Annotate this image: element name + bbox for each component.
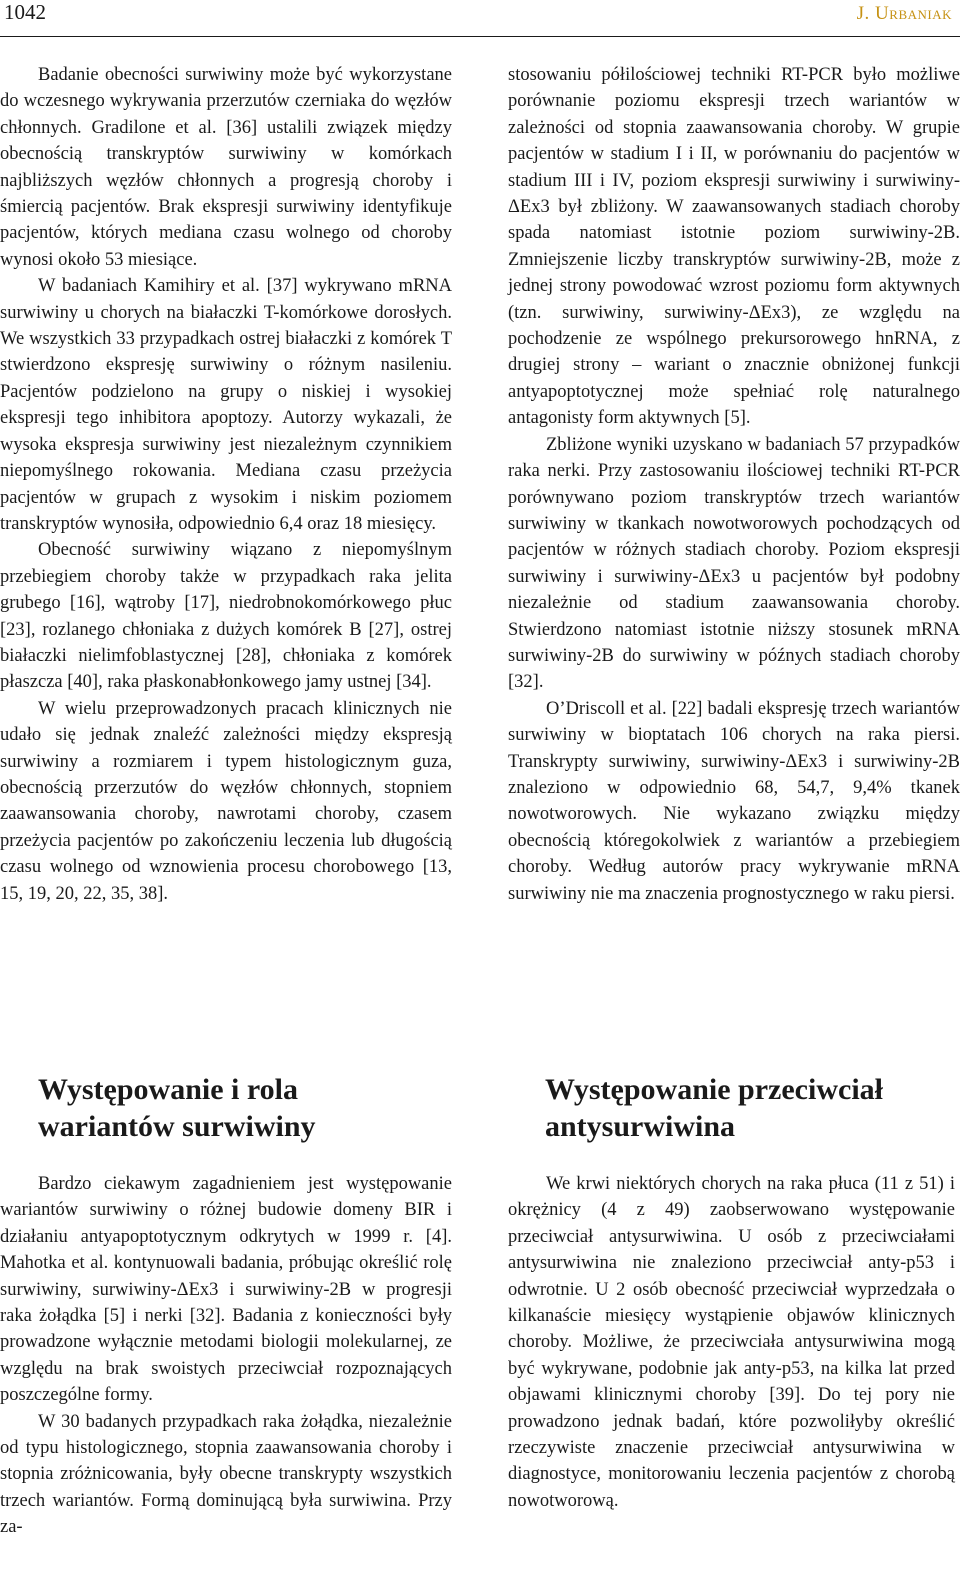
paragraph: O’Driscoll et al. [22] badali ekspresję trzech wariantów surwiwiny w bioptatach 106 chorych na raka piersi. Transkrypty surwiwiny, surwiwiny-ΔEx3 i surwiwiny-2B znaleziono w odpowiednio 68, 54,7, 9,4% tkanek nowotworowych. Nie wykazano związku między obecnością któregokolwiek z wariantów a przebiegiem choroby. Według autorów pracy wykrywanie mRNA surwiwiny nie ma znaczenia prognostycznego w raku piersi. — [508, 698, 960, 904]
paragraph: We krwi niektórych chorych na raka płuca (11 z 51) i okrężnicy (4 z 49) zaobserwowano występowanie przeciwciał antysurwiwina. U osób z przeciwciałami antysurwiwina nie znaleziono przeciwciał anty-p53 i odwrotnie. U 2 osób obecność przeciwciał wyprzedzała o kilkanaście miesięcy wystąpienie objawów klinicznych choroby. Możliwe, że przeciwciała antysurwiwina mogą być wykrywane, podobnie jak anty-p53, na kilka lat przed objawami klinicznymi choroby [39]. Do tej pory nie prowadzono jednak badań, które pozwoliłyby określić rzeczywiste znaczenie przeciwciał antysurwiwina w diagnostyce, monitorowaniu leczenia pacjentów z chorobą nowotworową. — [508, 1174, 955, 1511]
running-head — [0, 0, 960, 37]
paragraph: W badaniach Kamihiry et al. [37] wykrywano mRNA surwiwiny u chorych na białaczki T-komórkowe dorosłych. We wszystkich 33 przypadkach ostrej białaczki z komórek T stwierdzono ekspresję surwiwiny o różnym nasileniu. Pacjentów podzielono na grupy o niskiej i wysokiej ekspresji tego inhibitora apoptozy. Autorzy wykazali, że wysoka ekspresja surwiwiny jest niezależnym czynnikiem niepomyślnego rokowania. Mediana czasu przeżycia pacjentów w grupach z wysokim i niskim poziomem transkryptów wynosiła, odpowiednio 6,4 oraz 18 miesięcy. — [0, 276, 452, 534]
paragraph: Bardzo ciekawym zagadnieniem jest występowanie wariantów surwiwiny o różnej budowie domeny BIR i działaniu antyapoptotycznym odkrytych w 1999 r. [4]. Mahotka et al. kontynuowali badania, próbując określić rolę surwiwiny, surwiwiny-ΔEx3 i surwiwiny-2B w progresji raka żołądka [5] i nerki [32]. Badania z konieczności były prowadzone wyłącznie metodami biologii molekularnej, ze względu na brak swoistych przeciwciał rozpoznających poszczególne formy. — [0, 1174, 452, 1406]
section-body — [0, 1171, 452, 1541]
section-body — [508, 1171, 955, 1514]
right-column — [508, 62, 960, 907]
paragraph: W wielu przeprowadzonych pracach klinicznych nie udało się jednak znaleźć zależności między ekspresją surwiwiny a rozmiarem i typem histologicznym guza, obecnością przerzutów do węzłów chłonnych, stopniem zaawansowania choroby, nawrotami choroby, czasem przeżycia pacjentów po zakończeniu leczenia lub długością czasu wolnego od wznowienia procesu chorobowego [13, 15, 19, 20, 22, 35, 38]. — [0, 698, 452, 904]
paragraph: Badanie obecności surwiwiny może być wykorzystane do wczesnego wykrywania przerzutów czerniaka do węzłów chłonnych. Gradilone et al. [36] ustalili związek między obecnością transkryptów surwiwiny w komórkach najbliższych węzłów chłonnych a progresją choroby i śmiercią pacjentów. Brak ekspresji surwiwiny identyfikuje pacjentów, których mediana czasu wolnego od choroby wynosi około 53 miesiące. — [0, 65, 452, 270]
paragraph: Zbliżone wyniki uzyskano w badaniach 57 przypadków raka nerki. Przy zastosowaniu ilościowej techniki RT-PCR porównywano poziom transkryptów trzech wariantów surwiwiny w tkankach nowotworowych pochodzących od pacjentów w różnych stadiach choroby. Poziom ekspresji surwiwiny i surwiwiny-ΔEx3 u pacjentów był podobny niezależnie od stadium zaawansowania choroby. Stwierdzono natomiast istotnie niższy stosunek mRNA surwiwiny-2B do surwiwiny w późnych stadiach choroby [32]. — [508, 434, 960, 693]
paragraph: stosowaniu półilościowej techniki RT-PCR było możliwe porównanie poziomu ekspresji trzech wariantów w zależności od stopnia zaawansowania choroby. W grupie pacjentów w stadium I i II, w porównaniu do pacjentów w stadium III i IV, poziom ekspresji surwiwiny i surwiwiny-ΔEx3 był zbliżony. W zaawansowanych stadiach choroby spada natomiast istotnie poziom surwiwiny-2B. Zmniejszenie liczby transkryptów surwiwiny-2B, może z jednej strony powodować wzrost poziomu form aktywnych (tzn. surwiwiny, surwiwiny-ΔEx3), ze względu na pochodzenie ze wspólnego prekursorowego hnRNA, z drugiej strony – wariant o znacznie obniżonej funkcji antyapoptotycznej może spełniać rolę naturalnego antagonisty form aktywnych [5]. — [508, 65, 960, 429]
section-heading: Występowanie i rola wariantów surwiwiny — [38, 1073, 316, 1143]
section-heading: Występowanie przeciwciał antysurwiwina — [545, 1073, 883, 1143]
paragraph: Obecność surwiwiny wiązano z niepomyślnym przebiegiem choroby także w przypadkach raka jelita grubego [16], wątroby [17], niedrobnokomórkowego płuc [23], rozlanego chłoniaka z dużych komórek B [27], ostrej białaczki nielimfoblastycznej [28], chłoniaka z komórek płaszcza [40], raka płaskonabłonkowego jamy ustnej [34]. — [0, 540, 452, 693]
page-number: 1042 — [4, 0, 46, 24]
left-column — [0, 62, 452, 907]
paragraph: W 30 badanych przypadkach raka żołądka, niezależnie od typu histologicznego, stopnia zaawansowania choroby i stopnia zróżnicowania, były obecne transkrypty wszystkich trzech wariantów. Formą dominującą była surwiwina. Przy za- — [0, 1411, 452, 1538]
running-head-author: J. Urbaniak — [856, 3, 952, 24]
